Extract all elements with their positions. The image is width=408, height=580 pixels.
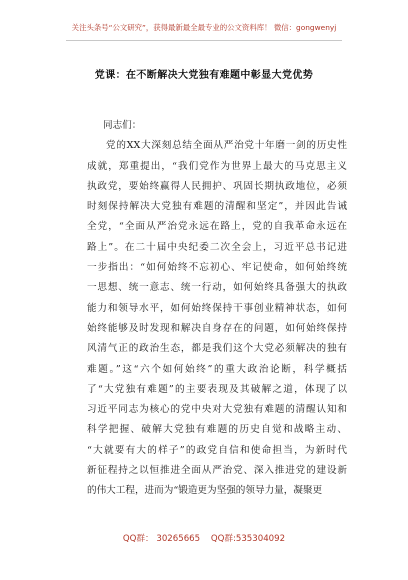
body-line: 风清气正的政治生态，都是我们这个大党必须解决的独有 <box>87 343 347 355</box>
body-line: 的伟大工程，进而为“锻造更为坚强的领导力量，凝聚更 <box>87 485 323 497</box>
header-notice: 关注头条号“公文研究”，获得最新最全最专业的公文资料库！ 微信：gongwenyj <box>71 23 337 32</box>
body-line: 一思想、统一意志、统一行动，如何始终具备强大的执政 <box>87 282 347 294</box>
body-line: 能力和领导水平，如何始终保持干事创业精神状态，如何 <box>87 302 347 314</box>
salutation: 同志们： <box>103 120 142 131</box>
body-line: 新征程持之以恒推进全面从严治党、深入推进党的建设新 <box>87 465 347 477</box>
body-line: 执政党，要始终赢得人民拥护、巩固长期执政地位，必须 <box>87 180 347 192</box>
header-divider <box>66 40 342 41</box>
body-line: 时刻保持解决大党独有难题的清醒和坚定”，并因此告诫 <box>87 201 347 213</box>
body-line: 成就，郑重提出，“我们党作为世界上最大的马克思主义 <box>87 160 347 172</box>
body-line: 党的XX大深刻总结全面从严治党十年磨一剑的历史性 <box>106 140 347 152</box>
footer-contacts <box>0 532 408 544</box>
body-line: 路上”。在二十届中央纪委二次全会上，习近平总书记进 <box>87 241 347 253</box>
body-line: 了“大党独有难题”的主要表现及其破解之道，体现了以 <box>87 383 347 395</box>
body-line: 科学把握、破解大党独有难题的历史自觉和战略主动、 <box>87 424 347 436</box>
body-line: 始终能够及时发现和解决自身存在的问题，如何始终保持 <box>87 322 347 334</box>
body-line: 习近平同志为核心的党中央对大党独有难题的清醒认知和 <box>87 404 347 416</box>
body-line: 难题。”这“六个如何始终”的重大政治论断，科学概括 <box>87 363 347 375</box>
body-text <box>87 116 347 502</box>
footer-qq-group-2: QQ群:535304092 <box>210 534 286 544</box>
body-line: 一步指出：“如何始终不忘初心、牢记使命，如何始终统 <box>87 262 347 274</box>
document-title: 党课：在不断解决大党独有难题中彰显大党优势 <box>94 70 314 81</box>
body-line: 全党，“全面从严治党永远在路上，党的自我革命永远在 <box>87 221 347 233</box>
body-line: “大就要有大的样子”的政党自信和使命担当，为新时代 <box>87 444 347 456</box>
footer-qq-group-1: QQ群： 30265665 <box>122 534 201 544</box>
